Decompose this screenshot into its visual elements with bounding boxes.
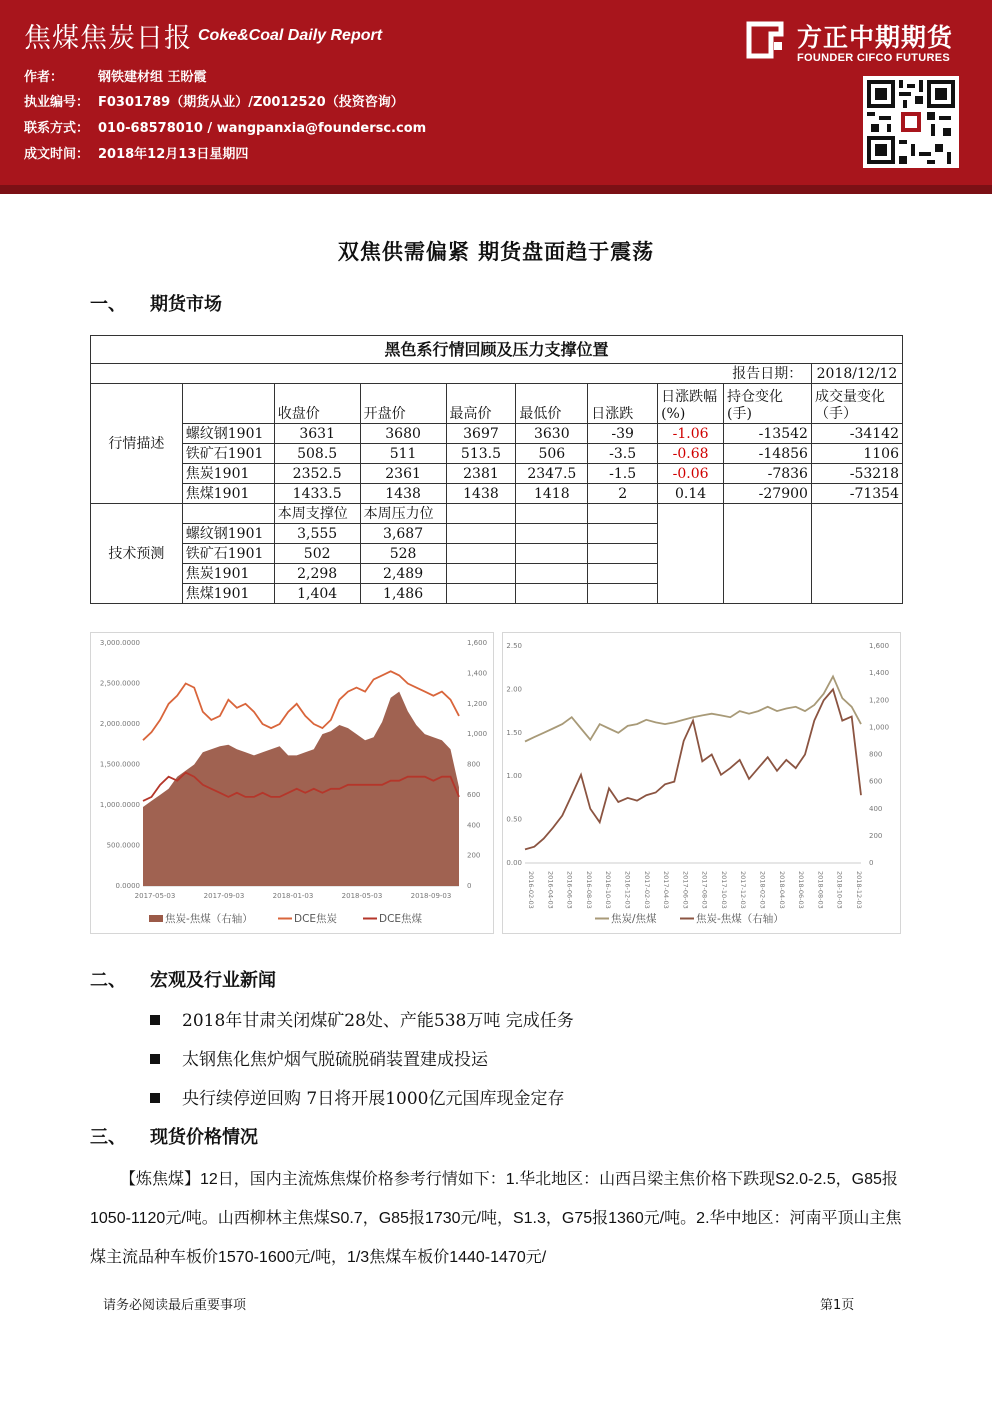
col-header-low: 最低价 (516, 384, 588, 424)
date-line (24, 143, 248, 162)
x-tick-label: 2017-04-03 (662, 871, 671, 909)
x-tick-label: 2016-02-03 (527, 871, 535, 909)
y-right-tick-label: 1,200 (869, 696, 890, 705)
legend-label: 焦炭/焦煤 (611, 913, 657, 925)
x-tick-label: 2017-05-03 (134, 892, 176, 900)
y-right-tick-label: 600 (467, 790, 481, 799)
qr-code-icon (863, 76, 959, 168)
x-tick-label: 2018-12-03 (855, 871, 863, 909)
section-title: 现货价格情况 (150, 1127, 258, 1148)
y-left-tick-label: 1.50 (506, 728, 522, 737)
report-date-label: 报告日期： (724, 364, 812, 384)
y-left-tick-label: 3,000.0000 (99, 639, 140, 647)
y-left-tick-label: 1,500.0000 (99, 760, 140, 769)
chart-ratio-svg (503, 633, 900, 933)
y-right-tick-label: 1,600 (869, 642, 890, 650)
legend-swatch (149, 915, 163, 922)
y-left-tick-label: 500.0000 (106, 841, 140, 850)
founder-logo (745, 20, 975, 70)
header-divider (0, 185, 992, 194)
section-heading-spot (90, 1123, 258, 1149)
legend-label: 焦炭-焦煤（右轴） (165, 913, 253, 925)
col-header-open: 开盘价 (360, 384, 446, 424)
table-row: 螺纹钢1901 3631 3680 3697 3630 -39 -1.06 -13542 -34142 (91, 424, 903, 444)
legend-label: DCE焦炭 (294, 913, 338, 925)
table-row: 铁矿石1901 502 528 (91, 544, 903, 564)
chart-ratio (502, 632, 901, 934)
report-title-cn: 焦煤焦炭日报 (24, 23, 192, 54)
x-tick-label: 2018-09-03 (410, 892, 452, 900)
y-left-tick-label: 2.00 (506, 685, 522, 694)
x-tick-label: 2017-08-03 (700, 871, 709, 909)
x-tick-label: 2017-12-03 (739, 871, 748, 909)
y-right-tick-label: 800 (869, 750, 883, 759)
y-left-tick-label: 2,000.0000 (99, 720, 140, 728)
y-left-tick-label: 1,000.0000 (99, 801, 140, 809)
y-right-tick-label: 0 (869, 859, 874, 867)
x-tick-label: 2016-04-03 (546, 871, 555, 909)
section-heading-news (90, 966, 276, 992)
author-line (24, 66, 207, 85)
date-value: 2018年12月13日星期四 (98, 147, 249, 162)
x-tick-label: 2016-12-03 (623, 871, 632, 909)
report-title-en: Coke&Coal Daily Report (198, 27, 383, 44)
x-tick-label: 2016-08-03 (584, 871, 593, 909)
x-tick-label: 2018-01-03 (272, 892, 314, 900)
y-right-tick-label: 800 (467, 760, 481, 769)
section-title: 期货市场 (150, 294, 222, 315)
series-area-spread (143, 692, 459, 886)
report-date: 2018/12/12 (811, 364, 902, 384)
section-number: 二、 (90, 970, 126, 991)
founder-logo-icon (745, 20, 785, 60)
y-right-tick-label: 1,600 (467, 639, 488, 647)
section-number: 三、 (90, 1127, 126, 1148)
series-line-1 (525, 689, 861, 849)
y-left-tick-label: 2.50 (506, 642, 522, 650)
y-left-tick-label: 1.00 (506, 772, 522, 781)
chart-spread-price (90, 632, 494, 934)
table-row: 焦煤1901 1433.5 1438 1438 1418 2 0.14 -27900 -71354 (91, 484, 903, 504)
footer-disclaimer: 请务必阅读最后重要事项 (103, 1298, 247, 1313)
x-tick-label: 2018-02-03 (758, 871, 767, 909)
contact-value: 010-68578010 / wangpanxia@foundersc.com (98, 121, 427, 136)
bullet-square-icon (150, 1015, 160, 1025)
col-header-volume: 成交量变化 （手） (811, 384, 902, 424)
y-right-tick-label: 1,000 (869, 723, 890, 732)
chart-spread-price-svg (91, 633, 493, 933)
col-header-oi: 持仓变化 (手) (724, 384, 812, 424)
table-row: 螺纹钢1901 3,555 3,687 (91, 524, 903, 544)
col-header-close: 收盘价 (274, 384, 360, 424)
group-label-tech: 技术预测 (91, 504, 183, 604)
x-tick-label: 2017-10-03 (719, 871, 728, 909)
y-right-tick-label: 1,400 (869, 669, 890, 678)
col-header-change: 日涨跌 (588, 384, 658, 424)
x-tick-label: 2018-08-03 (816, 871, 825, 909)
author-label: 作者： (24, 70, 64, 85)
y-right-tick-label: 1,200 (467, 699, 488, 708)
section-title: 宏观及行业新闻 (150, 970, 276, 991)
license-value: F0301789（期货从业）/Z0012520（投资咨询） (98, 95, 404, 110)
legend-label: DCE焦煤 (379, 913, 423, 925)
contact-label: 联系方式： (24, 121, 90, 136)
y-right-tick-label: 200 (869, 831, 883, 840)
y-right-tick-label: 400 (467, 821, 481, 830)
y-right-tick-label: 200 (467, 851, 481, 860)
bullet-square-icon (150, 1093, 160, 1103)
section-heading-futures (90, 290, 222, 316)
x-tick-label: 2017-02-03 (642, 871, 651, 909)
market-review-table (90, 335, 903, 604)
y-left-tick-label: 0.0000 (115, 882, 140, 890)
section-number: 一、 (90, 294, 126, 315)
bullet-square-icon (150, 1054, 160, 1064)
logo-name-en: FOUNDER CIFCO FUTURES (797, 52, 950, 64)
x-tick-label: 2016-06-03 (565, 871, 574, 909)
x-tick-label: 2018-06-03 (797, 871, 806, 909)
x-tick-label: 2018-04-03 (777, 871, 786, 909)
table-row: 焦炭1901 2,298 2,489 (91, 564, 903, 584)
y-left-tick-label: 0.50 (506, 815, 522, 824)
news-item: 央行续停逆回购 7日将开展1000亿元国库现金定存 (150, 1084, 564, 1109)
x-tick-label: 2017-09-03 (203, 892, 245, 900)
logo-name-cn: 方正中期期货 (797, 23, 954, 52)
author-value: 钢铁建材组 王盼霞 (98, 70, 207, 85)
y-right-tick-label: 1,000 (467, 730, 488, 739)
license-label: 执业编号： (24, 95, 90, 110)
col-header-high: 最高价 (446, 384, 516, 424)
date-label: 成文时间： (24, 147, 90, 162)
report-header (0, 0, 992, 185)
x-tick-label: 2017-06-03 (681, 871, 690, 909)
news-item: 2018年甘肃关闭煤矿28处、产能538万吨 完成任务 (150, 1006, 574, 1031)
table-row: 焦炭1901 2352.5 2361 2381 2347.5 -1.5 -0.06 -7836 -53218 (91, 464, 903, 484)
col-header-support: 本周支撑位 (274, 504, 360, 524)
y-right-tick-label: 1,400 (467, 669, 488, 678)
y-right-tick-label: 600 (869, 777, 883, 786)
document-title: 双焦供需偏紧 期货盘面趋于震荡 (337, 240, 655, 264)
footer-page-number: 第1页 (820, 1298, 855, 1313)
contact-line (24, 117, 426, 136)
y-left-tick-label: 2,500.0000 (99, 679, 140, 688)
table-row: 铁矿石1901 508.5 511 513.5 506 -3.5 -0.68 -14856 1106 (91, 444, 903, 464)
x-tick-label: 2016-10-03 (604, 871, 613, 909)
legend-label: 焦炭-焦煤（右轴） (696, 913, 784, 925)
col-header-resist: 本周压力位 (360, 504, 446, 524)
y-left-tick-label: 0.00 (506, 859, 522, 867)
table-row: 焦煤1901 1,404 1,486 (91, 584, 903, 604)
spot-price-paragraph: 【炼焦煤】12日，国内主流炼焦煤价格参考行情如下：1.华北地区：山西吕梁主焦价格下跌现S2.0-2.5，G85报1050-1120元/吨。山西柳林主焦煤S0.7，G85报1730元/吨，S1.3，G75报1360元/吨。2.华中地区：河南平顶山主焦煤主流品种车板价1570-1600元/吨，1/3焦煤车板价1440-1470元/ (90, 1171, 902, 1266)
group-label-market: 行情描述 (91, 384, 183, 504)
news-item: 太钢焦化焦炉烟气脱硫脱硝装置建成投运 (150, 1045, 488, 1070)
y-right-tick-label: 0 (467, 882, 472, 890)
x-tick-label: 2018-10-03 (835, 871, 844, 909)
x-tick-label: 2018-05-03 (341, 892, 383, 900)
col-header-pct: 日涨跌幅 (%) (658, 384, 724, 424)
table-title: 黑色系行情回顾及压力支撑位置 (91, 336, 903, 364)
license-line (24, 91, 404, 110)
y-right-tick-label: 400 (869, 804, 883, 813)
